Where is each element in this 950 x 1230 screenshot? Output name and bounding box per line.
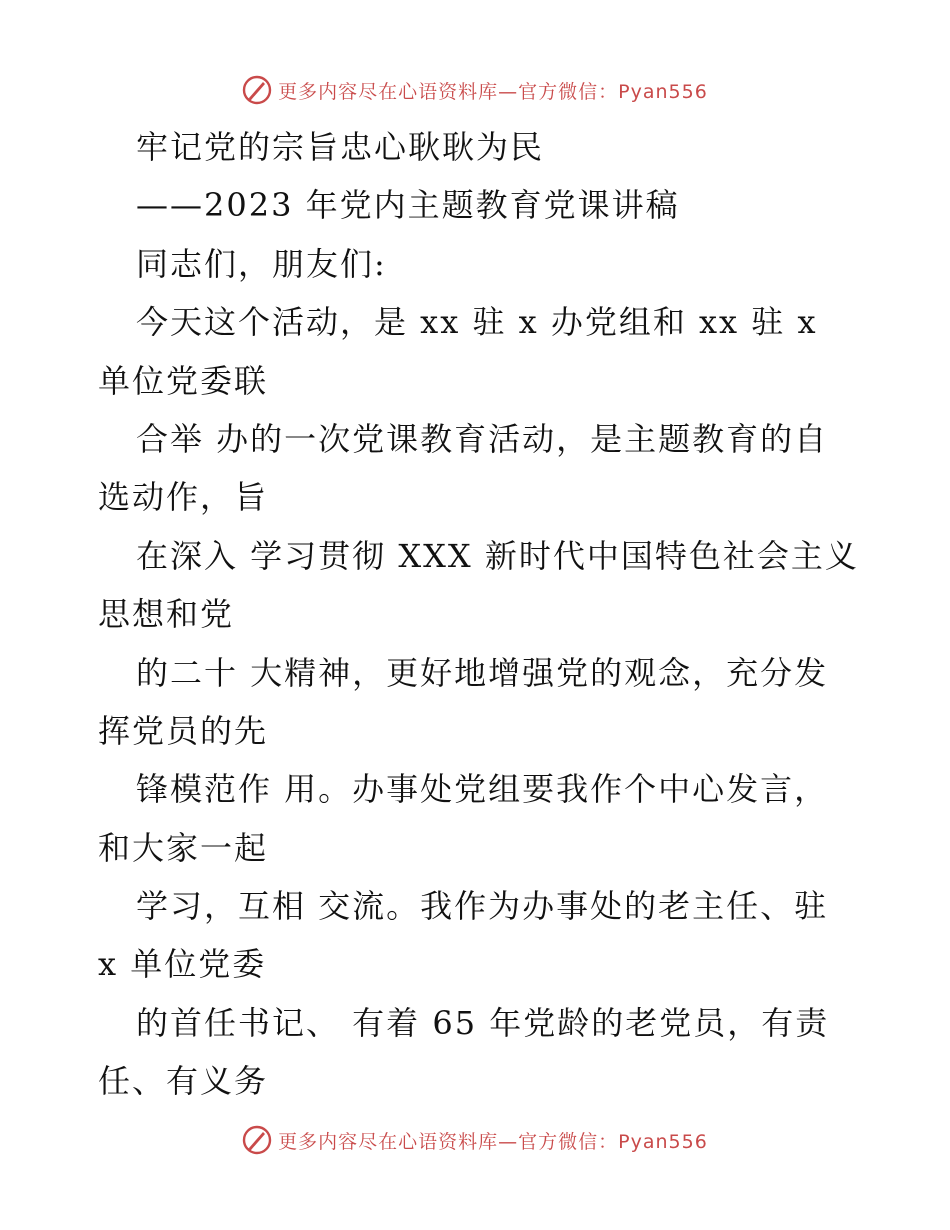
document-line: 同志们，朋友们:	[136, 244, 387, 283]
header-banner	[0, 70, 950, 110]
document-line: 挥党员的先	[98, 711, 269, 750]
document-line: 锋模范作 用。办事处党组要我作个中心发言，	[136, 770, 829, 809]
document-line: 在深入 学习贯彻 XXX 新时代中国特色社会主义	[136, 536, 859, 575]
document-body	[98, 118, 858, 1111]
document-line: ——2023 年党内主题教育党课讲稿	[136, 186, 680, 225]
quill-pen-icon	[242, 1125, 272, 1155]
document-line: 任、有义务	[98, 1062, 269, 1101]
document-line: 思想和党	[98, 595, 235, 634]
document-line: x 单位党委	[98, 945, 267, 984]
footer-banner-text: 更多内容尽在心语资料库—官方微信：Pyan556	[278, 1130, 708, 1153]
document-line: 的首任书记、 有着 65 年党龄的老党员，有责	[136, 1003, 830, 1042]
quill-pen-icon	[242, 75, 272, 105]
document-line: 选动作，旨	[98, 478, 269, 517]
document-line: 牢记党的宗旨忠心耿耿为民	[136, 128, 545, 166]
footer-banner	[0, 1120, 950, 1160]
document-line: 单位党委联	[98, 361, 269, 400]
document-line: 学习，互相 交流。我作为办事处的老主任、驻	[136, 887, 829, 926]
document-line: 的二十 大精神，更好地增强党的观念，充分发	[136, 653, 829, 692]
document-line: 和大家一起	[98, 828, 269, 867]
header-banner-text: 更多内容尽在心语资料库—官方微信：Pyan556	[278, 80, 708, 103]
document-line: 今天这个活动，是 xx 驻 x 办党组和 xx 驻 x	[136, 303, 818, 342]
document-line: 合举 办的一次党课教育活动，是主题教育的自	[136, 419, 829, 458]
